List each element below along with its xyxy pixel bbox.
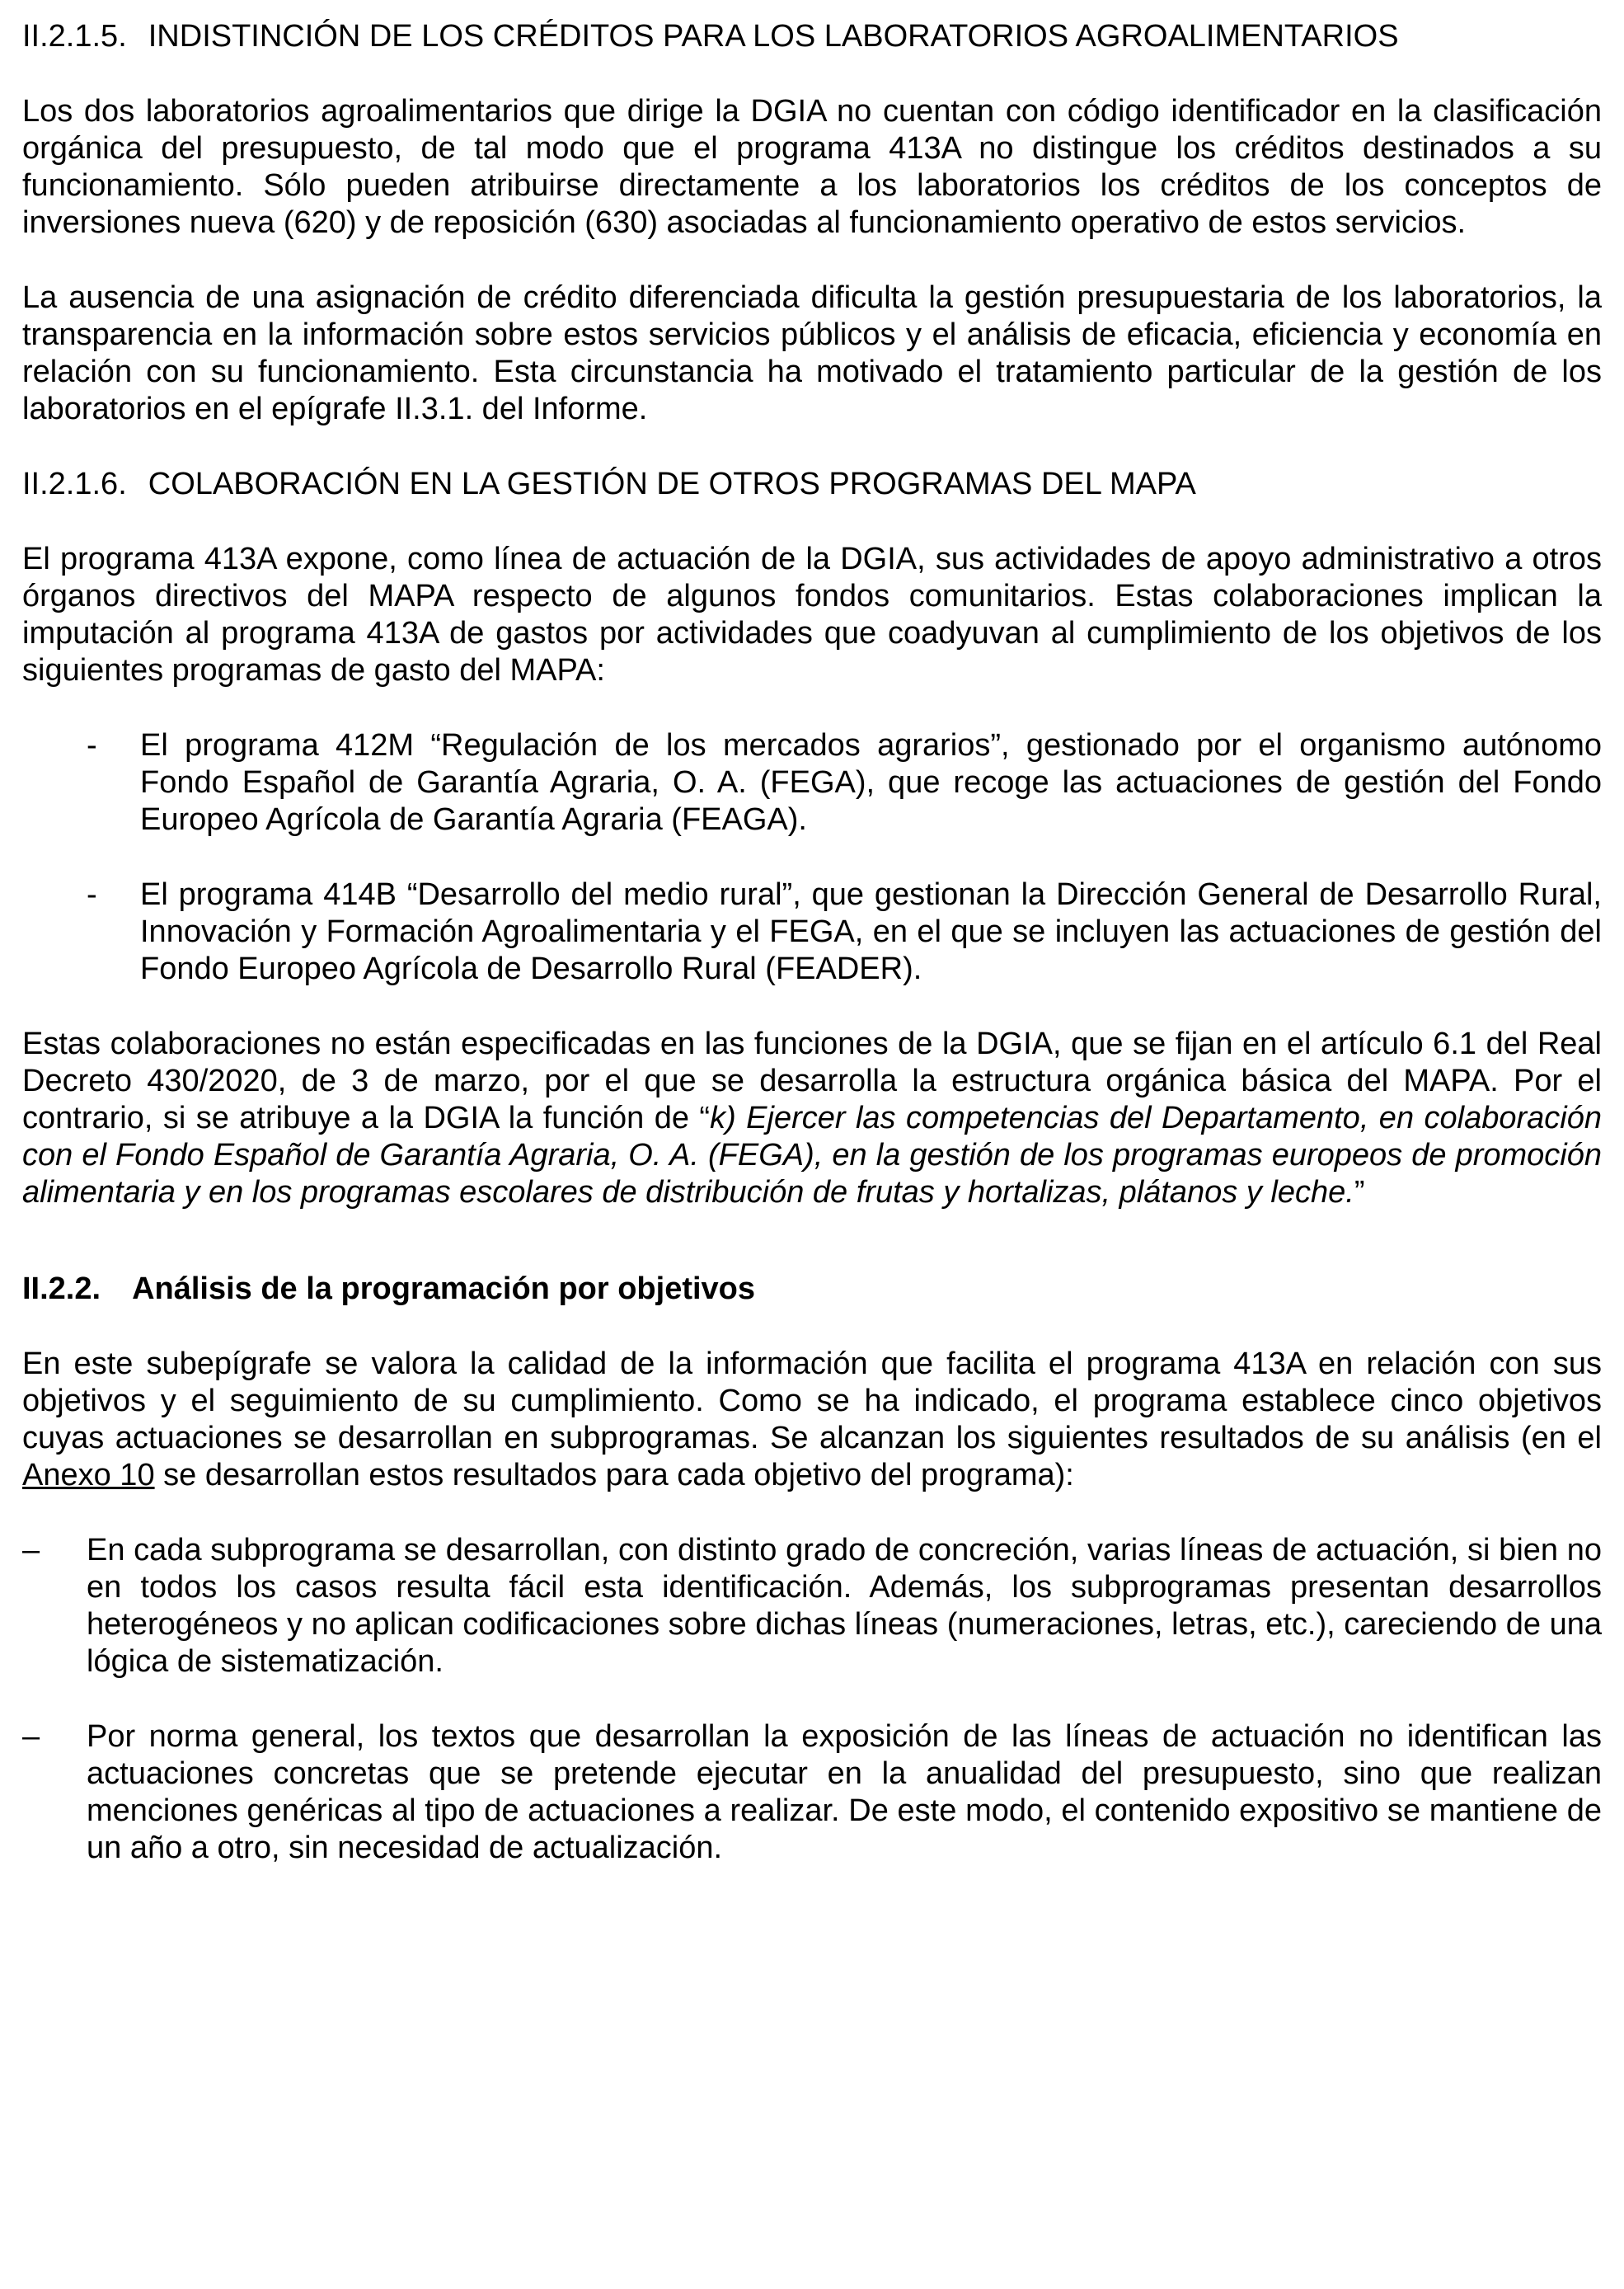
section-title: COLABORACIÓN EN LA GESTIÓN DE OTROS PROGRAMAS DEL MAPA <box>148 467 1196 501</box>
list-item <box>22 877 1602 988</box>
paragraph: La ausencia de una asignación de crédito diferenciada dificulta la gestión presupuestaria de los laboratorios, la transparencia en la información sobre estos servicios públicos y el análisis de eficacia, eficiencia y economía en relación con su funcionamiento. Esta circunstancia ha motivado el tratamiento particular de la gestión de los laboratorios en el epígrafe II.3.1. del Informe. <box>22 280 1602 426</box>
section-number: II.2.1.5. <box>22 19 127 54</box>
paragraph: El programa 413A expone, como línea de actuación de la DGIA, sus actividades de apoyo administrativo a otros órganos directivos del MAPA respecto de algunos fondos comunitarios. Estas colaboraciones implican la imputación al programa 413A de gastos por actividades que coadyuvan al cumplimiento de los objetivos de los siguientes programas de gasto del MAPA: <box>22 542 1602 688</box>
section-number: II.2.1.6. <box>22 467 127 501</box>
document-page <box>22 18 1602 1867</box>
section-heading <box>22 1271 1602 1308</box>
section-heading <box>22 466 1602 503</box>
list-item <box>22 727 1602 839</box>
text-run: En este subepígrafe se valora la calidad de la información que facilita el programa 413A en relación con sus objetivos y el seguimiento de su cumplimiento. Como se ha indicado, el programa establece cinco objetivos cuyas actuaciones se desarrollan en subprogramas. Se alcanzan los siguientes resultados de su análisis (en el <box>22 1347 1602 1455</box>
list-item <box>22 1718 1602 1867</box>
list-item-text: Por norma general, los textos que desarrollan la exposición de las líneas de actuación no identifican las actuaciones concretas que se pretende ejecutar en la anualidad del presupuesto, sino que realizan menciones genéricas al tipo de actuaciones a realizar. De este modo, el contenido expositivo se mantiene de un año a otro, sin necesidad de actualización. <box>87 1719 1602 1865</box>
paragraph: Los dos laboratorios agroalimentarios que dirige la DGIA no cuentan con código identificador en la clasificación orgánica del presupuesto, de tal modo que el programa 413A no distingue los créditos destinados a su funcionamiento. Sólo pueden atribuirse directamente a los laboratorios los créditos de los conceptos de inversiones nueva (620) y de reposición (630) asociadas al funcionamiento operativo de estos servicios. <box>22 94 1602 240</box>
list-item-text: En cada subprograma se desarrollan, con distinto grado de concreción, varias líneas de actuación, si bien no en todos los casos resulta fácil esta identificación. Además, los subprogramas presentan desarrollos heterogéneos y no aplican codificaciones sobre dichas líneas (numeraciones, letras, etc.), careciendo de una lógica de sistematización. <box>87 1533 1602 1679</box>
section-title: Análisis de la programación por objetivos <box>132 1271 756 1306</box>
section-heading <box>22 18 1602 55</box>
list-item-text: El programa 414B “Desarrollo del medio rural”, que gestionan la Dirección General de Desarrollo Rural, Innovación y Formación Agroalimentaria y el FEGA, en el que se incluyen las actuaciones de gestión del Fondo Europeo Agrícola de Desarrollo Rural (FEADER). <box>140 877 1602 986</box>
text-run: ” <box>1354 1175 1365 1210</box>
section-title: INDISTINCIÓN DE LOS CRÉDITOS PARA LOS LABORATORIOS AGROALIMENTARIOS <box>148 19 1399 54</box>
anexo-10-link[interactable]: Anexo 10 <box>22 1458 155 1492</box>
bullet-marker: – <box>22 1719 40 1754</box>
text-run-italic: k) Ejercer las competencias del Departamento, en colaboración con el Fondo Español de Garantía Agraria, O. A. (FEGA), en la gestión de los programas europeos de promoción alimentaria y en los programas escolares de distribución de frutas y hortalizas, plátanos y leche. <box>22 1101 1602 1210</box>
text-run: se desarrollan estos resultados para cada objetivo del programa): <box>154 1458 1074 1492</box>
text-run: Estas colaboraciones no están especificadas en las funciones de la DGIA, que se fijan en el artículo 6.1 del Real Decreto 430/2020, de 3 de marzo, por el que se desarrolla la estructura orgánica básica del MAPA. Por el contrario, si se atribuye a la DGIA la función de “ <box>22 1027 1602 1135</box>
paragraph <box>22 1346 1602 1494</box>
section-number: II.2.2. <box>22 1271 101 1306</box>
list-item <box>22 1532 1602 1680</box>
list-item-text: El programa 412M “Regulación de los mercados agrarios”, gestionado por el organismo autónomo Fondo Español de Garantía Agraria, O. A. (FEGA), que recoge las actuaciones de gestión del Fondo Europeo Agrícola de Garantía Agraria (FEAGA). <box>140 728 1602 837</box>
paragraph <box>22 1026 1602 1211</box>
bullet-marker: - <box>87 877 97 912</box>
bullet-marker: – <box>22 1533 40 1568</box>
bullet-marker: - <box>87 728 97 763</box>
